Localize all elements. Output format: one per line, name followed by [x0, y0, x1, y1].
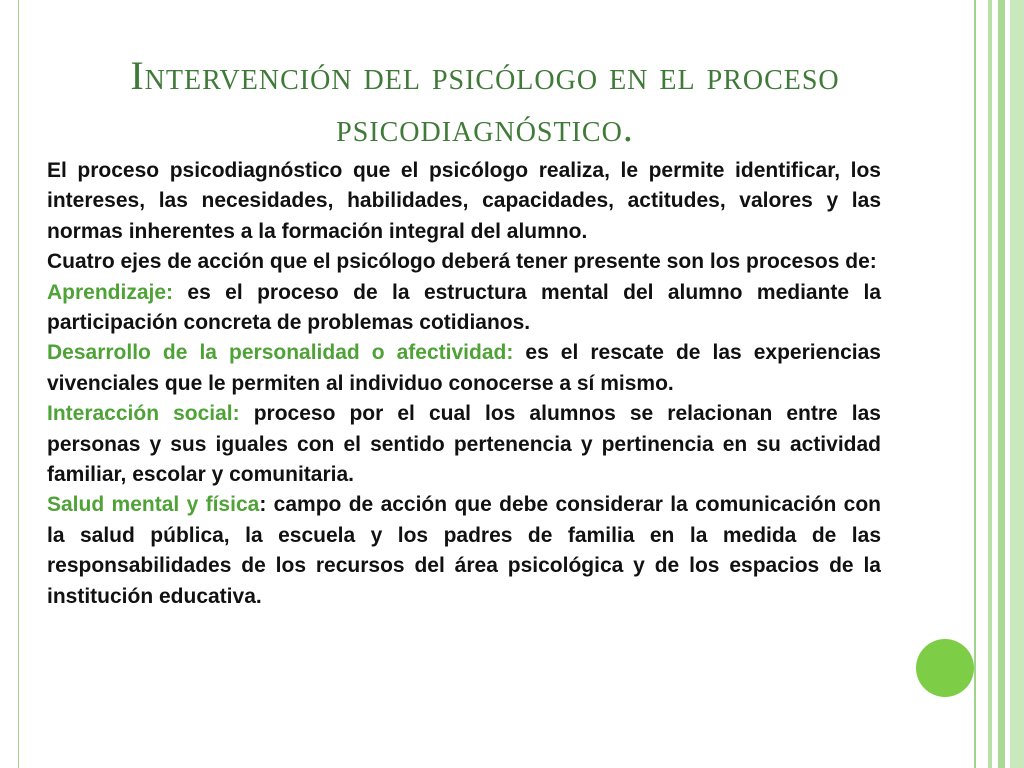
axis-item-interaccion	[47, 399, 881, 490]
decorative-stripe	[1010, 0, 1024, 768]
axis-term: Salud mental y física	[47, 493, 260, 517]
axis-term: Interacción social:	[47, 402, 240, 426]
axis-term: Aprendizaje:	[47, 280, 174, 304]
axis-description: : campo de acción que debe considerar la comunicación con la salud pública, la escuela y los padres de familia en la medida de las responsabilidades de los recursos del área psicológica y de los espacios de la institución educativa.	[47, 493, 881, 608]
axis-description: proceso por el cual los alumnos se relacionan entre las personas y sus iguales con el sentido pertenencia y pertinencia en su actividad familiar, escolar y comunitaria.	[47, 402, 881, 487]
axis-description: es el proceso de la estructura mental del alumno mediante la participación concreta de problemas cotidianos.	[47, 280, 881, 335]
intro-paragraph: El proceso psicodiagnóstico que el psicólogo realiza, le permite identificar, los intereses, las necesidades, habilidades, capacidades, actitudes, valores y las normas inherentes a la formación integral del alumno.	[47, 159, 881, 243]
axis-item-desarrollo	[47, 338, 881, 399]
axis-item-aprendizaje	[47, 278, 881, 339]
axis-description: es el rescate de las experiencias vivenciales que le permiten al individuo conocerse a sí mismo.	[47, 341, 881, 395]
decorative-stripe	[998, 0, 1005, 768]
left-frame-line	[18, 0, 19, 768]
axes-intro-paragraph: Cuatro ejes de acción que el psicólogo deberá tener presente son los procesos de:	[47, 250, 877, 274]
right-frame-line	[974, 0, 976, 768]
decorative-circle	[916, 639, 974, 697]
slide-title: Intervención del psicólogo en el proceso psicodiagnóstico.	[130, 53, 840, 150]
decorative-stripe	[988, 0, 992, 768]
axis-term: Desarrollo de la personalidad o afectividad:	[47, 341, 514, 365]
slide-body	[47, 156, 881, 612]
axis-item-salud	[47, 490, 881, 612]
